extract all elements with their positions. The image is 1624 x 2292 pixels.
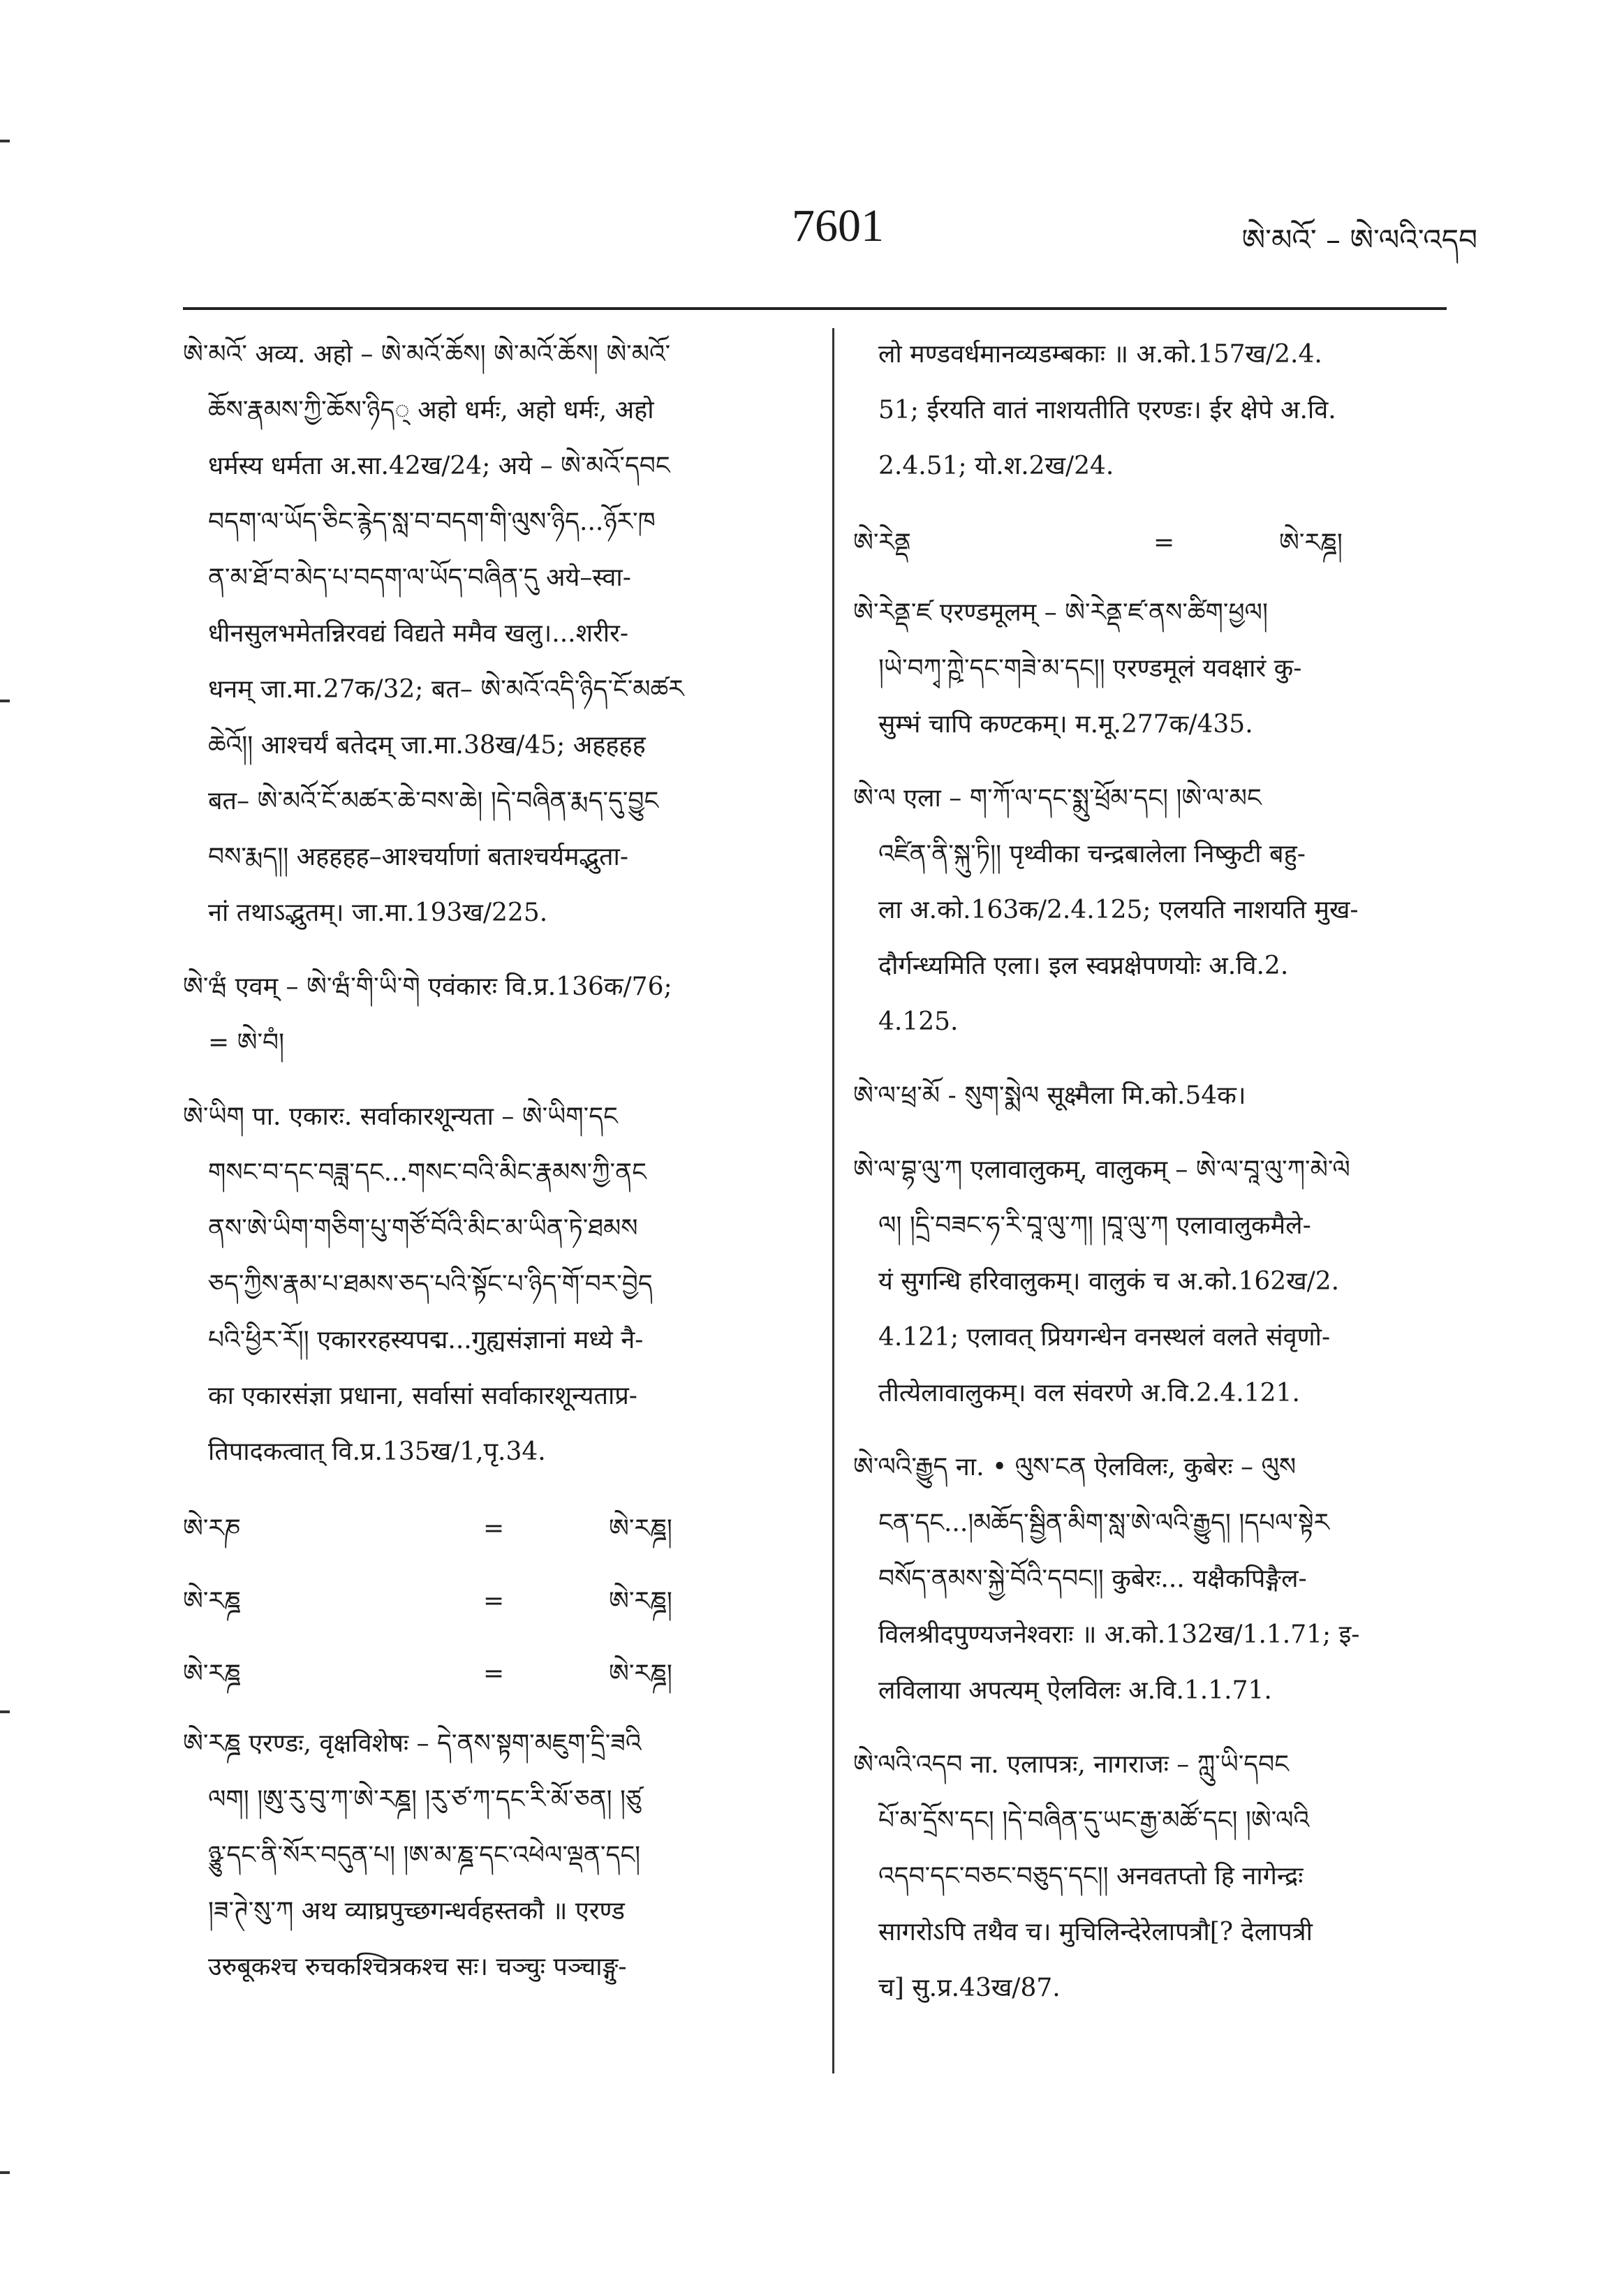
entry-line: विलश्रीदपुण्यजनेश्वराः ॥ अ.को.132ख/1.1.71; इ- (878, 1620, 1360, 1649)
entry-eranda (183, 1716, 801, 1995)
entry-line: उरुबूकश्च रुचकश्चित्रकश्च सः। चञ्चुः पञ्चाङ्गु- (208, 1953, 627, 1981)
entry-line: འཛིན་ནི་སྐུ་ཏི།། पृथ्वीका चन्द्रबालेला निष्कुटी बहु- (878, 840, 1306, 868)
cross-reference (853, 512, 1447, 574)
scan-edge-mark (0, 1710, 10, 1713)
entry-line: बत– ཨེ་མའོ་ངོ་མཚར་ཆེ་བས་ཆེ། །དེ་བཞིན་རྨད་དུ་བྱུང (208, 787, 659, 815)
entry-line: ལ། །དྲི་བཟང་ཧ་རི་བཱ་ལུ་ཀ། །བཱ་ལུ་ཀ एलावालुकमैले- (878, 1211, 1311, 1240)
entry-line: तीत्येलावालुकम्। वल संवरणे अ.वि.2.4.121. (878, 1379, 1300, 1407)
entry-line: གསང་བ་དང་བཟླ་དང...གསང་བའི་མིང་རྣམས་ཀྱི་ནང (208, 1158, 647, 1187)
page-number: 7601 (792, 200, 884, 251)
entry-line: ཨེ་ལའི་འདབ ना. एलापत्रः, नागराजः – ཀླུ་ཡི་དབང (853, 1750, 1289, 1779)
cross-reference (183, 1643, 801, 1705)
entry-line: धर्मस्य धर्मता अ.सा.42ख/24; अये – ཨེ་མའོ་དབང (208, 452, 670, 480)
entry-line: པའི་ཕྱིར་རོ།། एकाररहस्यपद्म...गुह्यसंज्ञानां मध्ये नै- (208, 1326, 644, 1354)
entry-elabalu (853, 1142, 1447, 1421)
xref-target: ཨེ་རཎྜ། (609, 1659, 672, 1688)
right-column (853, 327, 1447, 2034)
entry-line: ཆེའོ།། आश्चर्यं बतेदम् जा.मा.38ख/45; अहहहह (208, 731, 646, 760)
entry-line: བསོད་ནམས་སྐྱེ་བོའི་དབང།། कुबेरः... यक्षैकपिङ्गैल- (878, 1565, 1307, 1593)
entry-line: ལག། །ཨུ་རུ་བུ་ཀ་ཨེ་རཎྜ། །རུ་ཙ་ཀ་དང་རི་མོ་ཅན། །ཙུ (208, 1785, 642, 1814)
xref-headword: ཨེ་རེནྡ (853, 528, 911, 557)
entry-evam (183, 959, 801, 1071)
entry-line: 4.125. (878, 1007, 959, 1036)
entry-line: तिपादकत्वात् वि.प्र.135ख/1,पृ.34. (208, 1437, 546, 1466)
cross-reference (183, 1498, 801, 1560)
entry-line: ཨེ་ལ་བྷ་ལུ་ཀ एलावालुकम्, वालुकम् – ཨེ་ལ་བཱ་ལུ་ཀ་མེ་ལེ (853, 1155, 1350, 1184)
entry-line: ཨེ་མའོ་ अव्य. अहो – ཨེ་མའོ་ཆོས། ཨེ་མའོ་ཆོས། ཨེ་མའོ་ (183, 340, 671, 369)
entry-line: ན་མ་ཐོ་བ་མེད་པ་བདག་ལ་ཡོད་བཞིན་དུ अये–स्वा- (208, 563, 631, 592)
xref-target: ཨེ་རཎྜ། (609, 1587, 672, 1616)
running-head: ཨེ་མའོ་ – ཨེ་ལའི་འདབ (1241, 223, 1477, 257)
entry-eyig (183, 1089, 801, 1480)
entry-line: ཅད་ཀྱིས་རྣམ་པ་ཐམས་ཅད་པའི་སྟོང་པ་ཉིད་གོ་བར་བྱེད (208, 1270, 653, 1299)
entry-line: लविलाया अपत्यम् ऐलविलः अ.वि.1.1.71. (878, 1676, 1272, 1705)
entry-line: ཨེ་ལ་ཕྲ་མོ - སུག་སྨེལ सूक्ष्मैला मि.को.54क। (853, 1081, 1246, 1110)
column-divider (832, 328, 834, 2073)
entry-line: ཉྩུ་དང་ནི་སོར་བདུན་པ། །ཨ་མ་ཎྜ་དང་འཕེལ་ལྡན་དང། (208, 1841, 641, 1870)
entry-line: यं सुगन्धि हरिवालुकम्। वालुकं च अ.को.162ख/2. (878, 1267, 1340, 1296)
scan-edge-mark (0, 700, 10, 702)
entry-line: 51; ईरयति वातं नाशयतीति एरण्डः। ईर क्षेपे अ.वि. (878, 396, 1336, 424)
xref-headword: ཨེ་རཎྜ (183, 1659, 241, 1688)
entry-line: བདག་ལ་ཡོད་ཅིང་རྙེད་སླ་བ་བདག་གི་ལུས་ཉིད...ཉོར་ཁ (208, 508, 656, 536)
entry-line: ཨེ་རེནྡ་ཛ एरण्डमूलम् – ཨེ་རེནྡ་ཛ་ནས་ཚིག་ཕྱལ། (853, 598, 1268, 627)
entry-line: धीनसुलभमेतन्निरवद्यं विद्यते ममैव खलु।...शरीर- (208, 619, 628, 648)
entry-line: བས་རྨད།། अहहहह–आश्चर्याणां बताश्चर्यमद्भुता- (208, 843, 628, 871)
scan-edge-mark (0, 140, 10, 142)
xref-headword: ཨེ་རཎ (183, 1514, 241, 1543)
entry-line: = ཨེ་བཾ། (208, 1028, 285, 1057)
entry-line: ཨེ་ཝཾ एवम् – ཨེ་ཝཾ་གི་ཡི་གེ एवंकारः वि.प्र.136क/76; (183, 973, 672, 1001)
entry-line: འདབ་དང་བཅང་བཅུད་དང།། अनवतप्तो हि नागेन्द्रः (878, 1862, 1304, 1891)
xref-target: ཨེ་རཎྜ། (609, 1514, 672, 1543)
entry-line: ཨེ་ཡིག पा. एकारः. सर्वाकारशून्यता – ཨེ་ཡིག་དང (183, 1102, 618, 1131)
left-column (183, 327, 801, 2013)
entry-line: 4.121; एलावत् प्रियगन्धेन वनस्थलं वलते संवृणो- (878, 1323, 1331, 1352)
entry-line: नां तथाऽद्भुतम्। जा.मा.193ख/225. (208, 899, 548, 927)
entry-line: ཆོས་རྣམས་ཀྱི་ཆོས་ཉིད् अहो धर्मः, अहो धर्मः, अहो (208, 396, 654, 424)
cross-reference (183, 1571, 801, 1632)
entry-elaphramo (853, 1068, 1447, 1124)
entry-elapatra (853, 1737, 1447, 2016)
entry-line: ཨེ་རཎྜ एरण्डः, वृक्षविशेषः – དེ་ནས་སྟག་མཇུག་དྲི་ཟའི (183, 1729, 642, 1758)
xref-equals: = (483, 1659, 505, 1688)
entry-line: ला अ.को.163क/2.4.125; एलयति नाशयति मुख- (878, 896, 1359, 924)
entry-line: 2.4.51; यो.श.2ख/24. (878, 452, 1114, 480)
entry-continuation (853, 327, 1447, 494)
entry-line: པོ་མ་དྲོས་དང། །དེ་བཞིན་དུ་ཡང་རྒྱ་མཚོ་དང། །ཨེ་ལའི (878, 1806, 1310, 1835)
entry-line: धनम् जा.मा.27क/32; बत– ཨེ་མའོ་འདི་ཉིད་ངོ་མཚར (208, 675, 684, 704)
entry-line: का एकारसंज्ञा प्रधाना, सर्वासां सर्वाकारशून्यताप्र- (208, 1382, 637, 1410)
entry-line: च] सु.प्र.43ख/87. (878, 1974, 1061, 2002)
entry-ela (853, 771, 1447, 1050)
entry-line: सागरोऽपि तथैव च। मुचिलिन्देरेलापत्रौ[? देलापत्री (878, 1918, 1313, 1946)
xref-target: ཨེ་རཎྜ། (1279, 528, 1343, 557)
entry-emao (183, 327, 801, 941)
entry-line: །ཟ་ཊེ་སུ་ཀ अथ व्याघ्रपुच्छगन्धर्वहस्तकौ ॥ एरण्ड (208, 1897, 625, 1925)
entry-line: ཨེ་ལའི་རྒྱུད ना. • ལུས་ངན ऐलविलः, कुबेरः – ལུས (853, 1453, 1297, 1481)
entry-line: ནས་ཨེ་ཡིག་གཅིག་པུ་གཙོ་བོའི་མིང་མ་ཡིན་ཏེ་ཐམས (208, 1214, 638, 1243)
xref-equals: = (483, 1587, 505, 1616)
xref-equals: = (483, 1514, 505, 1543)
entry-elavila (853, 1440, 1447, 1719)
header-rule (183, 307, 1447, 310)
entry-erendraja (853, 585, 1447, 753)
entry-line: ཨེ་ལ एला – ག་ཀོ་ལ་དང་སྨུ་ཕྲོམ་དང། །ཨེ་ལ་མང (853, 784, 1262, 813)
entry-line: །ཡེ་བཀྭ་ཀྵེ་དང་གཟེ་མ་དང།། एरण्डमूलं यवक्षारं कु- (878, 654, 1302, 683)
entry-line: दौर्गन्ध्यमिति एला। इल स्वप्नक्षेपणयोः अ.वि.2. (878, 952, 1289, 980)
scan-edge-mark (0, 2171, 10, 2174)
xref-headword: ཨེ་རཎྜ (183, 1587, 241, 1616)
xref-equals: = (1153, 528, 1175, 557)
entry-line: ངན་དང...།མཆོད་སྦྱིན་མིག་སླ་ཨེ་ལའི་རྒྱུད། །དཔལ་སྟེར (878, 1509, 1330, 1537)
entry-line: सुम्भं चापि कण्टकम्। म.मू.277क/435. (878, 710, 1253, 739)
entry-line: लो मण्डवर्धमानव्यडम्बकाः ॥ अ.को.157ख/2.4. (878, 340, 1322, 369)
